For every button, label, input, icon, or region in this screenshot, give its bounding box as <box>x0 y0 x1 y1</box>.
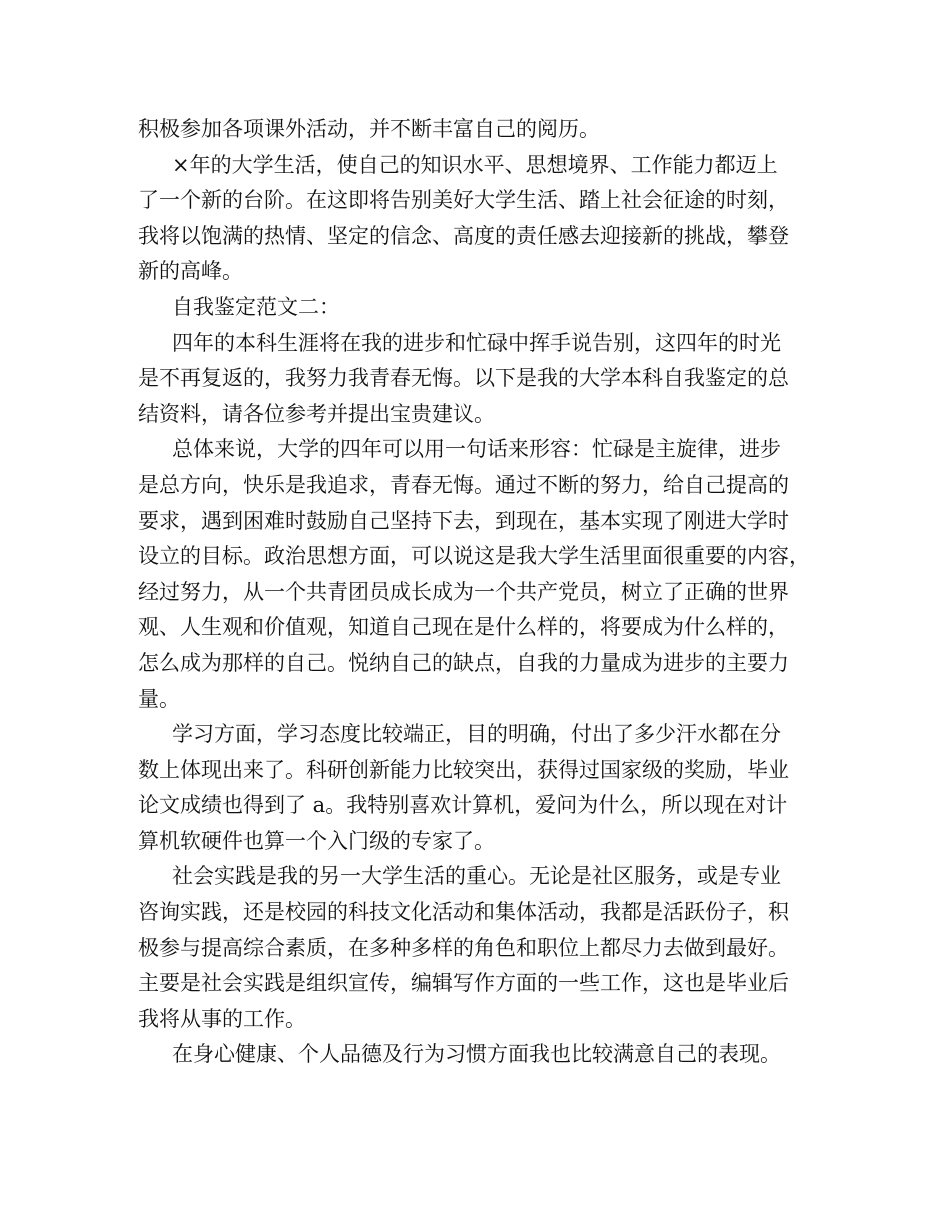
text-line: 怎么成为那样的自己。悦纳自己的缺点，自我的力量成为进步的主要力 <box>138 650 789 675</box>
text-line: 结资料，请各位参考并提出宝贵建议。 <box>138 401 495 426</box>
section-heading <box>138 290 824 326</box>
text-line: 数上体现出来了。科研创新能力比较突出，获得过国家级的奖励，毕业 <box>138 757 789 782</box>
text-line: 新的高峰。 <box>138 259 243 284</box>
text-line: 社会实践是我的另一大学生活的重心。无论是社区服务，或是专业 <box>172 864 781 889</box>
text-line: 经过努力，从一个共青团员成长成为一个共产党员，树立了正确的世界 <box>138 579 789 604</box>
text-line: 咨询实践，还是校园的科技文化活动和集体活动，我都是活跃份子，积 <box>138 900 789 925</box>
text-line: 算机软硬件也算一个入门级的专家了。 <box>138 828 495 853</box>
text-line: 总体来说，大学的四年可以用一句话来形容：忙碌是主旋律，进步 <box>172 437 781 462</box>
text-line: 学习方面，学习态度比较端正，目的明确，付出了多少汗水都在分 <box>172 722 781 747</box>
document-body <box>138 112 824 1073</box>
text-line: 极参与提高综合素质，在多种多样的角色和职位上都尽力去做到最好。 <box>138 935 789 960</box>
paragraph <box>138 112 824 148</box>
text-line: 在身心健康、个人品德及行为习惯方面我也比较满意自己的表现。 <box>172 1042 781 1067</box>
paragraph <box>138 148 824 290</box>
text-line: ×年的大学生活，使自己的知识水平、思想境界、工作能力都迈上 <box>172 152 778 177</box>
text-line: 要求，遇到困难时鼓励自己坚持下去，到现在，基本实现了刚进大学时 <box>138 508 789 533</box>
text-line: 四年的本科生涯将在我的进步和忙碌中挥手说告别，这四年的时光 <box>172 330 781 355</box>
text-line: 论文成绩也得到了 a。我特别喜欢计算机，爱问为什么，所以现在对计 <box>138 793 788 818</box>
text-line: 是不再复返的，我努力我青春无悔。以下是我的大学本科自我鉴定的总 <box>138 366 789 391</box>
text-line: 我将以饱满的热情、坚定的信念、高度的责任感去迎接新的挑战，攀登 <box>138 223 789 248</box>
text-line: 自我鉴定范文二： <box>172 294 340 319</box>
text-line: 是总方向，快乐是我追求，青春无悔。通过不断的努力，给自己提高的 <box>138 472 789 497</box>
text-line: 量。 <box>138 686 180 711</box>
text-line: 主要是社会实践是组织宣传，编辑写作方面的一些工作，这也是毕业后 <box>138 971 789 996</box>
text-line: 了一个新的台阶。在这即将告别美好大学生活、踏上社会征途的时刻， <box>138 188 789 213</box>
paragraph <box>138 859 824 1037</box>
text-line: 我将从事的工作。 <box>138 1006 306 1031</box>
paragraph <box>138 326 824 433</box>
paragraph <box>138 1037 824 1073</box>
text-line: 积极参加各项课外活动，并不断丰富自己的阅历。 <box>138 117 600 141</box>
paragraph <box>138 432 824 717</box>
text-line: 设立的目标。政治思想方面，可以说这是我大学生活里面很重要的内容， <box>138 544 810 569</box>
text-line: 观、人生观和价值观，知道自己现在是什么样的，将要成为什么样的， <box>138 615 789 640</box>
paragraph <box>138 717 824 859</box>
